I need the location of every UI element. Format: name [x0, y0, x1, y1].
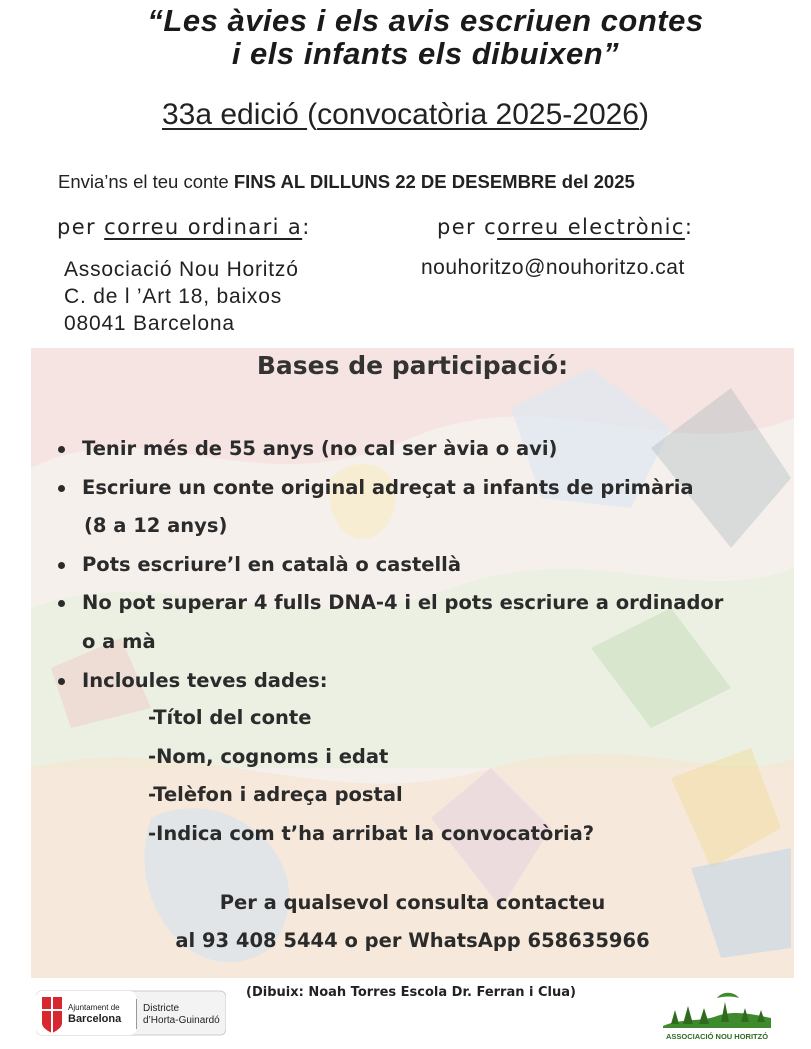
nou-horitzo-logo-graphic: [661, 988, 773, 1042]
edition-paren-open: (: [307, 98, 318, 131]
data-item-title: -Títol del conte: [148, 706, 312, 729]
drawing-credit: (Dibuix: Noah Torres Escola Dr. Ferran i Clua): [246, 985, 576, 1000]
barcelona-text-1: Ajuntament de: [68, 1003, 120, 1012]
title-line-2: i els infants els dibuixen”: [231, 36, 620, 71]
bases-panel: [31, 348, 794, 978]
rule-original-text-2: (8 a 12 anys): [84, 514, 228, 538]
rule-original: [55, 469, 794, 546]
postal-label: [57, 215, 311, 239]
contact-line-2: al 93 408 5444 o per WhatsApp 658635966: [175, 929, 650, 952]
postal-line-3: 08041 Barcelona: [64, 312, 235, 335]
nou-horitzo-text: ASSOCIACIÓ NOU HORITZÓ: [665, 1032, 769, 1041]
rule-age: [55, 430, 794, 469]
bases-title: Bases de participació:: [256, 351, 569, 380]
district-text-1: Districte: [143, 1003, 180, 1014]
barcelona-logo: [36, 989, 226, 1037]
bird-icon: [717, 993, 739, 998]
barcelona-text-2: Barcelona: [68, 1013, 122, 1025]
email-label-prefix: per c: [437, 215, 498, 239]
district-text-2: d’Horta-Guinardó: [143, 1015, 220, 1026]
edition-line: [0, 98, 811, 132]
rule-data: [55, 662, 794, 701]
edition-call: convocatòria 2025-2026: [317, 98, 639, 131]
deadline-date: FINS AL DILLUNS 22 DE DESEMBRE del 2025: [233, 171, 635, 192]
rule-data-text: Incloules teves dades:: [82, 668, 328, 692]
email-label-colon: :: [684, 215, 694, 239]
postal-label-prefix: per: [57, 215, 105, 239]
data-item-phone: -Telèfon i adreça postal: [148, 783, 403, 807]
contact-info: [31, 884, 794, 960]
rule-age-text: Tenir més de 55 anys (no cal ser àvia o avi): [82, 437, 558, 460]
email-address[interactable]: nouhoritzo@nouhoritzo.cat: [421, 256, 685, 279]
email-label: [437, 215, 693, 239]
nou-horitzo-logo: [661, 988, 773, 1042]
postal-line-1: Associació Nou Horitzó: [64, 258, 299, 281]
postal-address: [64, 256, 299, 337]
rules-list: [55, 430, 794, 700]
poster-title: [40, 4, 811, 70]
rule-original-text: Escriure un conte original adreçat a infants de primària: [82, 475, 694, 499]
rule-length-text: No pot superar 4 fulls DNA-4 i el pots escriure a ordinador: [82, 591, 724, 615]
postal-label-underlined: correu ordinari a: [104, 215, 303, 239]
data-item-name: -Nom, cognoms i edat: [148, 744, 389, 768]
rule-language: [55, 546, 794, 585]
edition-number: 33a edició: [161, 98, 308, 131]
barcelona-logo-graphic: [36, 989, 226, 1037]
rule-language-text: Pots escriure’l en català o castellà: [82, 552, 462, 576]
rule-length: [55, 584, 794, 661]
deadline-prefix: Envia’ns el teu conte: [58, 171, 234, 192]
edition-paren-close: ): [639, 98, 649, 131]
postal-line-2: C. de l ’Art 18, baixos: [64, 285, 282, 308]
title-line-1: “Les àvies i els avis escriuen contes: [147, 3, 704, 38]
deadline-text: [58, 171, 635, 193]
postal-label-colon: :: [302, 215, 311, 239]
rule-length-text-2: o a mà: [82, 629, 156, 653]
contact-line-1: Per a qualsevol consulta contacteu: [219, 891, 606, 914]
data-items: [148, 699, 594, 853]
email-label-underlined: orreu electrònic: [497, 215, 685, 239]
data-item-source: -Indica com t’ha arribat la convocatòria?: [148, 821, 595, 845]
